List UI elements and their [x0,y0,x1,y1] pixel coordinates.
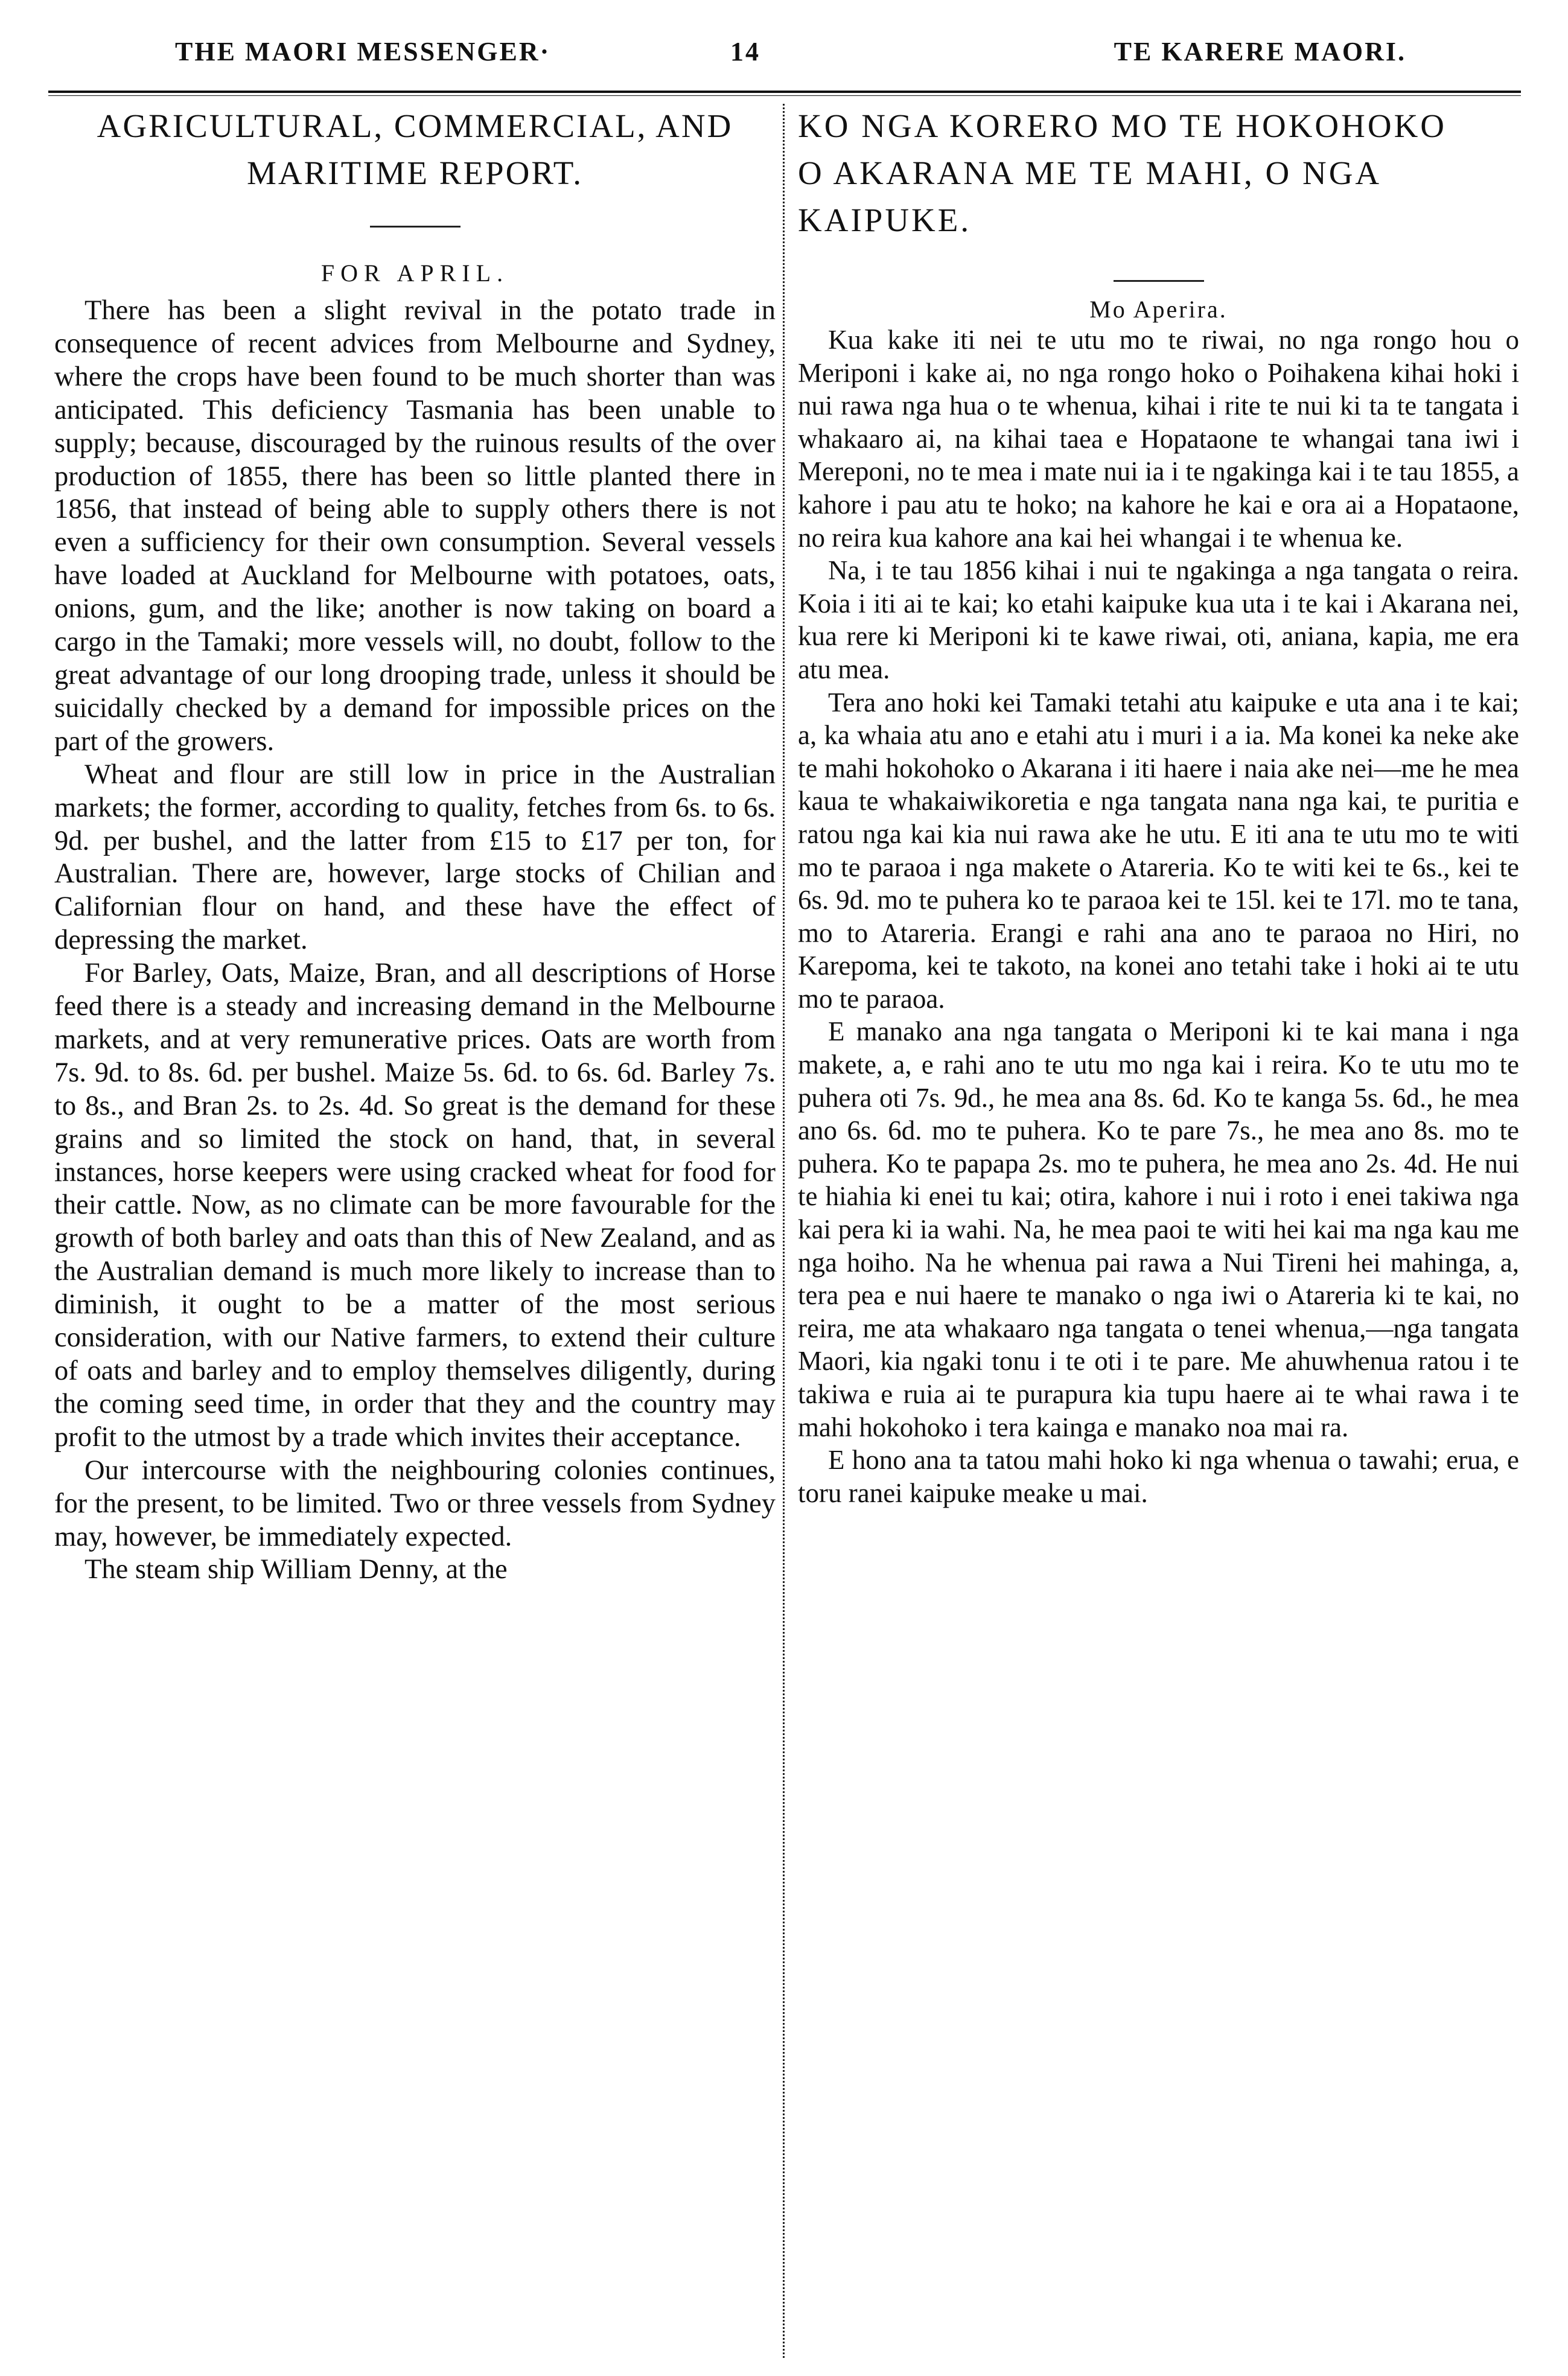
maori-paragraph: Tera ano hoki kei Tamaki tetahi atu kaipuke e uta ana i te kai; a, ka whaia atu ano e etahi atu i muri i a ia. Ma konei ka neke ake te mahi hokohoko o Akarana i iti haere i naia ake nei—me he mea kaua te whakaiwikoretia e nga tangata nana nga kai, te puritia e ratou nga kai kia nui rawa ake he utu. E iti ana te utu mo te witi mo te paraoa i nga makete o Atareria. Ko te witi kei te 6s., kei te 6s. 9d. mo te puhera ko te paraoa kei te 15l. kei te 17l. mo te tana, mo to Atareria. Erangi e rahi ana ano te paraoa no Hiri, no Karepoma, kei te takoto, na konei ano tetahi take i hoki ai te utu mo te paraoa. [798,687,1519,1014]
maori-title-line-2: O AKARANA ME TE MAHI, O NGA [798,154,1382,191]
english-month-subhead: FOR APRIL. [320,260,509,287]
page-number: 14 [730,37,760,66]
maori-title-line-1: KO NGA KORERO MO TE HOKOHOKO [798,107,1447,144]
header-rule [48,91,1521,93]
maori-paragraph: E hono ana ta tatou mahi hoko ki nga whenua o tawahi; erua, e toru ranei kaipuke meake u mai. [798,1445,1519,1508]
maori-title-rule [1114,280,1204,282]
english-paragraph: For Barley, Oats, Maize, Bran, and all descriptions of Horse feed there is a steady and increasing demand in the Melbourne markets, and at very remunerative prices. Oats are worth from 7s. 9d. to 8s. 6d. per bushel. Maize 5s. 6d. to 6s. 6d. Barley 7s. to 8s., and Bran 2s. to 2s. 4d. So great is the demand for these grains and so limited the stock on hand, that, in several instances, horse keepers were using cracked wheat for food for their cattle. Now, as no climate can be more favourable for the growth of both barley and oats than this of New Zealand, and as the Australian demand is much more likely to increase than to diminish, it ought to be a matter of the most serious consideration, with our Native farmers, to extend their culture of oats and barley and to employ themselves diligently, during the coming seed time, in order that they and the country may profit to the utmost by a trade which invites their acceptance. [54,958,776,1453]
header-rule-thin [48,95,1521,96]
masthead-maori: TE KARERE MAORI. [1114,37,1406,66]
english-title-rule [370,226,461,228]
maori-month-subhead: Mo Aperira. [1089,296,1228,323]
maori-paragraph: Kua kake iti nei te utu mo te riwai, no nga rongo hou o Meriponi i kake ai, no nga rongo hoko o Poihakena kihai hoki i nui rawa nga hua o te whenua, kihai i rite te nui ki ta te tangata i whakaaro ai, na kihai taea e Hopataone te whangai tana iwi i Mereponi, no te mea i mate nui ia i te ngakinga kai i te tau 1855, a kahore i pau atu te hoko; na kahore he kai e ora ai a Hopataone, no reira kua kahore ana kai hei whangai i te whenua ke. [798,325,1519,553]
column-divider [783,104,785,2358]
running-header [175,24,1406,84]
english-paragraph: Our intercourse with the neighbouring colonies continues, for the present, to be limited. Two or three vessels from Sydney may, however, be immediately expected. [54,1454,776,1552]
maori-title-line-3: KAIPUKE. [798,202,972,238]
english-column [54,103,776,1587]
english-paragraph: There has been a slight revival in the potato trade in consequence of recent advices from Melbourne and Sydney, where the crops have been found to be much shorter than was anticipated. This deficiency Tasmania has been unable to supply; because, discouraged by the ruinous results of the over production of 1855, there has been so little planted there in 1856, that instead of being able to supply others there is not even a sufficiency for their own consumption. Several vessels have loaded at Auckland for Melbourne with potatoes, oats, onions, gum, and the like; another is now taking on board a cargo in the Tamaki; more vessels will, no doubt, follow to the great advantage of our long drooping trade, unless it should be suicidally checked by a demand for impossible prices on the part of the growers. [54,295,776,757]
english-paragraph: The steam ship William Denny, at the [84,1554,508,1585]
maori-paragraph: E manako ana nga tangata o Meriponi ki te kai mana i nga makete, a, e rahi ano te utu mo nga kai i reira. Ko te utu mo te puhera oti 7s. 9d., he mea ana 8s. 6d. Ko te kanga 5s. 6d., he mea ano 6s. 6d. mo te puhera. Ko te pare 7s., he mea ano 8s. mo te puhera. Ko te papapa 2s. mo te puhera, he mea ano 2s. 4d. He nui te hiahia ki enei tu kai; otira, kahore i nui i roto i enei takiwa nga kai pera ki ia wahi. Na, he mea paoi te witi hei kai ma nga kau me nga hoiho. Na he whenua pai rawa a Nui Tireni hei mahinga, a, tera pea e nui haere te manako o nga iwi o Atareria ki te kai, no reira, me ata whakaaro nga tangata o tenei whenua,—nga tangata Maori, kia ngaki tonu i te oti i te pare. Me ahuwhenua ratou i te takiwa e ruia ai te purapura kia tupu haere ai te whai rawa i te mahi hokohoko i tera kainga e manako noa mai ra. [798,1016,1519,1442]
maori-column [798,103,1519,1509]
english-paragraph: Wheat and flour are still low in price in the Australian markets; the former, according to quality, fetches from 6s. to 6s. 9d. per bushel, and the latter from £15 to £17 per ton, for Australian. There are, however, large stocks of Chilian and Californian flour on hand, and these have the effect of depressing the market. [54,759,776,956]
english-title-line-2: MARITIME REPORT. [246,154,584,191]
english-title-line-1: AGRICULTURAL, COMMERCIAL, AND [97,107,733,144]
english-report-title [54,103,776,197]
masthead-english: THE MAORI MESSENGER· [175,37,551,66]
maori-report-title [798,103,1519,244]
maori-paragraph: Na, i te tau 1856 kihai i nui te ngakinga a nga tangata o reira. Koia i iti ai te kai; ko etahi kaipuke kua uta i te kai i Akarana nei, kua rere ki Meriponi ki te kawe riwai, oti, aniana, kapia, me era atu mea. [798,555,1519,684]
